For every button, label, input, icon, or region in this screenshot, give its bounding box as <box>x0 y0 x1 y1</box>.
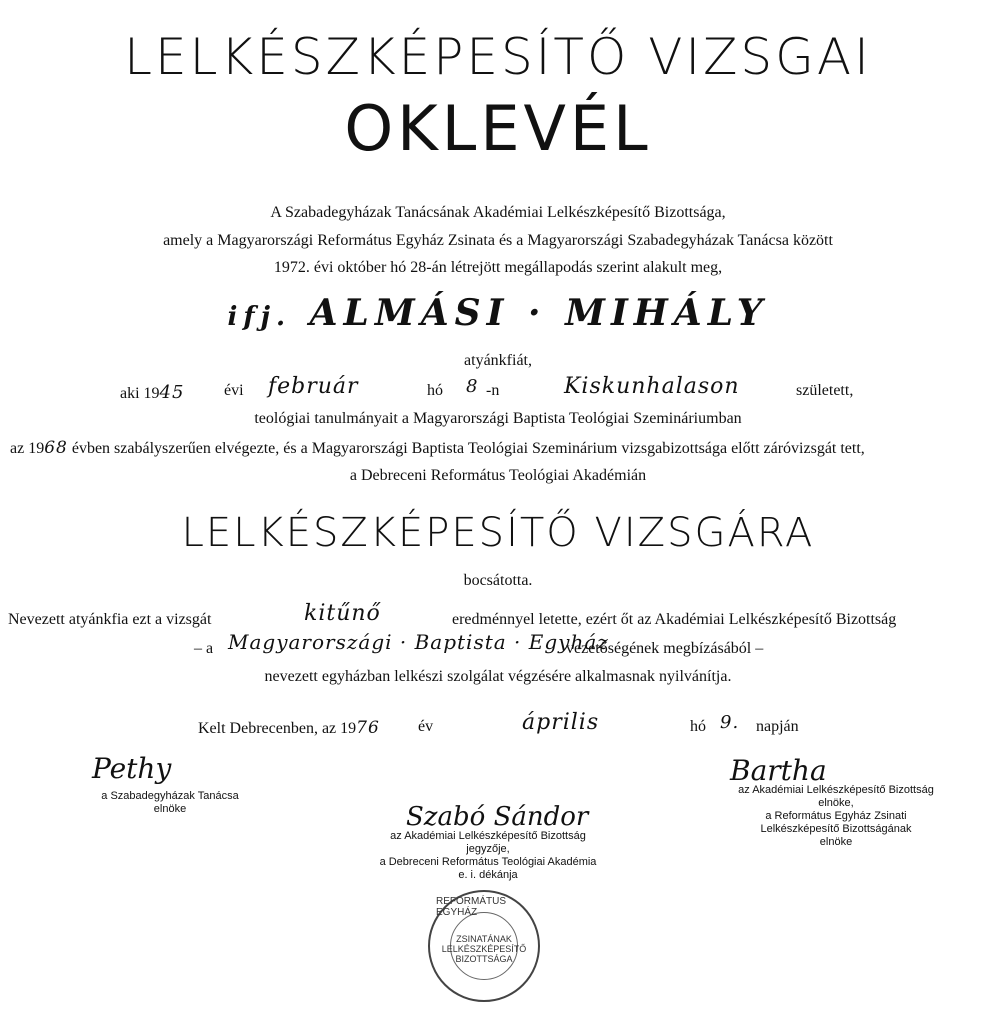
seal-core2: LELKÉSZKÉPESÍTŐ <box>441 944 527 954</box>
sig-left-line2: elnöke <box>153 803 187 815</box>
sig-middle-line3: a Debreceni Református Teológiai Akadémia <box>379 856 597 868</box>
name-full: ALMÁSI · MIHÁLY <box>309 292 769 334</box>
seal-core3: BIZOTTSÁGA <box>455 954 513 964</box>
birth-year: 45 <box>159 382 185 403</box>
grad-year: 68 <box>44 438 68 458</box>
intro-line2: amely a Magyarországi Református Egyház Zsinata és a Magyarországi Szabadegyházak Tanácsa között <box>163 232 833 249</box>
nevezett-label: Nevezett atyánkfia ezt a vizsgát <box>8 611 212 628</box>
napjan-label: napján <box>756 718 799 735</box>
sig-middle-line2: jegyzője, <box>466 843 510 855</box>
sig-left-line1: a Szabadegyházak Tanácsa <box>101 790 239 802</box>
sig-right-line5: elnöke <box>819 836 853 848</box>
sig-right-line2: elnöke, <box>818 797 854 809</box>
church-name: Magyarországi · Baptista · Egyház <box>228 630 609 654</box>
ho-label: hó <box>427 382 443 399</box>
signature-middle-caption <box>338 830 638 882</box>
completion-text: évben szabályszerűen elvégezte, és a Magyarországi Baptista Teológiai Szeminárium vizsgabizottsága előtt záróvizsgát tett, <box>71 440 865 457</box>
atyankfiat: atyánkfiát, <box>464 352 532 369</box>
official-seal-stamp <box>428 890 540 1002</box>
date-ho-label: hó <box>690 718 706 735</box>
date-year: 76 <box>356 718 380 738</box>
studies-line: teológiai tanulmányait a Magyarországi Baptista Teológiai Szemináriumban <box>254 410 742 427</box>
sig-right-line3: a Református Egyház Zsinati <box>765 810 907 822</box>
date-month: április <box>522 710 600 735</box>
az-label: az 19 <box>10 440 45 457</box>
birth-aki <box>120 382 184 403</box>
name-prefix: ifj. <box>227 302 292 332</box>
seal-ring-text: REFORMÁTUS EGYHÁZ <box>436 896 506 918</box>
candidate-name <box>0 292 996 334</box>
seal-core1: ZSINATÁNAK <box>456 934 512 944</box>
academy-line: a Debreceni Református Teológiai Akadémián <box>349 467 647 484</box>
bocsatotta: bocsátotta. <box>463 572 533 589</box>
ev-label: év <box>418 718 434 735</box>
eredmeny-text: eredménnyel letette, ezért őt az Akadémiai Lelkészképesítő Bizottság <box>452 611 897 628</box>
diploma-title-line2: OKLEVÉL <box>344 92 652 165</box>
grade: kitűnő <box>304 601 381 626</box>
szuletett-label: született, <box>796 382 854 399</box>
n-suffix: -n <box>486 382 500 399</box>
birth-day: 8 <box>466 376 479 397</box>
dash-a: – a <box>194 640 214 657</box>
date-kelt <box>198 718 380 738</box>
intro-line1: A Szabadegyházak Tanácsának Akadémiai Lelkészképesítő Bizottsága, <box>270 204 726 221</box>
seal-core-text <box>430 934 538 964</box>
sig-right-line1: az Akadémiai Lelkészképesítő Bizottság <box>738 784 934 796</box>
date-day: 9. <box>720 712 740 733</box>
signature-right-caption <box>716 784 956 849</box>
sig-middle-line4: e. i. dékánja <box>458 869 518 881</box>
closing-line: nevezett egyházban lelkészi szolgálat végzésére alkalmasnak nyilvánítja. <box>264 668 732 685</box>
birth-place: Kiskunhalason <box>564 374 740 399</box>
aki-label: aki 19 <box>120 385 160 402</box>
signature-left: Pethy <box>92 752 172 785</box>
intro-line3: 1972. évi október hó 28-án létrejött megállapodás szerint alakult meg, <box>273 259 723 276</box>
signature-right: Bartha <box>730 754 827 787</box>
graduation-line <box>10 438 865 458</box>
signature-left-caption <box>70 790 270 816</box>
signature-middle: Szabó Sándor <box>406 802 589 832</box>
vezetoseg-text: vezetőségének megbízásából – <box>566 640 764 657</box>
kelt-label: Kelt Debrecenben, az 19 <box>198 720 357 737</box>
sig-middle-line1: az Akadémiai Lelkészképesítő Bizottság <box>390 830 586 842</box>
evi-label: évi <box>224 382 244 399</box>
diploma-title-line1: LELKÉSZKÉPESÍTŐ VIZSGAI <box>124 28 872 86</box>
birth-month: február <box>268 374 359 399</box>
sig-right-line4: Lelkészképesítő Bizottságának <box>760 823 912 835</box>
exam-title: LELKÉSZKÉPESÍTŐ VIZSGÁRA <box>181 510 815 556</box>
